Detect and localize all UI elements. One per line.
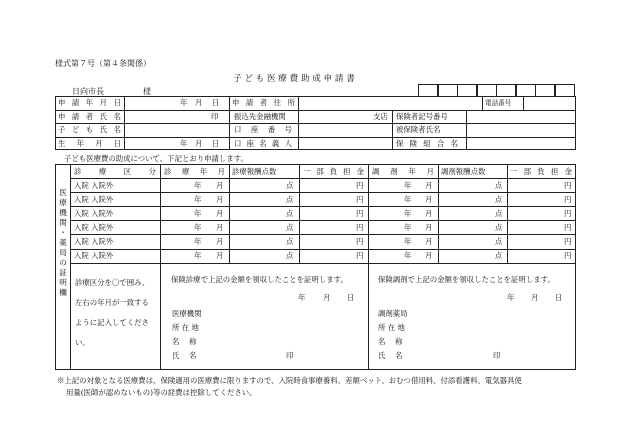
phone-label: 電話番号 — [485, 99, 512, 107]
header-treatment-month: 診 療 年 月 — [164, 166, 225, 176]
row-medical-copay: 円 — [356, 194, 364, 204]
branch-label: 支店 — [373, 111, 388, 121]
row-dispensing-year: 年 — [404, 251, 412, 261]
pharmacy-cert-person: 氏 名 — [378, 351, 403, 360]
row-dispensing-points: 点 — [495, 194, 503, 204]
row-treatment-points: 点 — [286, 251, 294, 261]
row-treatment-category: 入院 入院外 — [74, 194, 114, 204]
row-treatment-year: 年 — [194, 208, 202, 218]
row-pharmacy-copay: 円 — [564, 222, 572, 232]
header-copay-medical: 一 部 負 担 金 — [303, 166, 364, 176]
row-pharmacy-copay: 円 — [564, 208, 572, 218]
header-treatment-category: 診 療 区 分 — [74, 166, 156, 176]
row-treatment-year: 年 — [194, 251, 202, 261]
row-medical-copay: 円 — [356, 180, 364, 190]
medical-cert-person: 氏 名 — [172, 351, 197, 360]
birth-month: 月 — [195, 138, 203, 148]
row-treatment-category: 入院 入院外 — [74, 237, 114, 246]
row-dispensing-points: 点 — [495, 237, 503, 246]
row-treatment-points: 点 — [286, 222, 294, 232]
insured-name-label: 被保険者氏名 — [396, 125, 441, 134]
row-treatment-points: 点 — [286, 237, 294, 246]
medical-cert-day: 日 — [347, 293, 355, 302]
row-treatment-month: 月 — [216, 222, 224, 232]
row-treatment-month: 月 — [216, 237, 224, 246]
row-dispensing-year: 年 — [404, 194, 412, 204]
birth-year: 年 — [180, 138, 188, 148]
footnote-line-1: ※上記の対象となる医療費は、保険適用の医療費に限りますので、入院時食事療養料、差額ベット、おむつ借用料、付添看護料、電気器具使 — [57, 376, 522, 385]
row-treatment-month: 月 — [216, 180, 224, 190]
pharmacy-cert-seal: 印 — [493, 351, 501, 360]
row-dispensing-month: 月 — [425, 194, 433, 204]
row-medical-copay: 円 — [356, 251, 364, 261]
addressee: 日向市長 — [72, 87, 104, 96]
row-treatment-month: 月 — [216, 194, 224, 204]
header-copay-pharmacy: 一 部 負 担 金 — [510, 166, 572, 176]
row-pharmacy-copay: 円 — [564, 251, 572, 261]
row-dispensing-points: 点 — [495, 251, 503, 261]
header-dispensing-points: 調剤報酬点数 — [441, 166, 486, 176]
row-dispensing-month: 月 — [425, 237, 433, 246]
medical-cert-seal: 印 — [286, 351, 294, 360]
apply-date-label: 申 請 年 月 日 — [58, 98, 121, 107]
pharmacy-cert-day: 日 — [555, 293, 563, 302]
account-holder-label: 口 座 名 義 人 — [234, 138, 292, 148]
row-treatment-year: 年 — [194, 180, 202, 190]
header-treatment-points: 診療報酬点数 — [232, 166, 277, 176]
row-dispensing-year: 年 — [404, 237, 412, 246]
row-dispensing-month: 月 — [425, 222, 433, 232]
apply-month: 月 — [195, 98, 203, 107]
account-no-label: 口 座 番 号 — [234, 125, 292, 134]
medical-cert-year: 年 — [298, 293, 306, 302]
pharmacy-cert-org: 調剤薬局 — [378, 309, 408, 318]
row-dispensing-year: 年 — [404, 222, 412, 232]
header-dispensing-month: 調 剤 年 月 — [372, 166, 434, 176]
row-treatment-year: 年 — [194, 194, 202, 204]
row-treatment-year: 年 — [194, 237, 202, 246]
medical-cert-name: 名 称 — [172, 337, 197, 346]
footnote-line-2: 用量(医師が認めないもの)等の経費は控除してください。 — [66, 388, 257, 397]
row-treatment-points: 点 — [286, 194, 294, 204]
pharmacy-cert-statement: 保険調剤で上記の金額を領収したことを証明します。 — [378, 275, 555, 284]
row-treatment-points: 点 — [286, 208, 294, 218]
pharmacy-cert-month: 月 — [531, 293, 539, 302]
intro-text: 子ども医療費の助成について、下記とおり申請します。 — [64, 154, 248, 163]
row-treatment-category: 入院 入院外 — [74, 208, 114, 218]
row-dispensing-points: 点 — [495, 222, 503, 232]
pharmacy-cert-name: 名 称 — [378, 337, 403, 346]
row-pharmacy-copay: 円 — [564, 194, 572, 204]
certification-side-label: 医 療 機 関 ・ 薬 局 の 証 明 欄 — [59, 188, 67, 298]
medical-cert-location: 所 在 地 — [172, 323, 199, 332]
medical-cert-org: 医療機関 — [172, 309, 202, 318]
addressee-suffix: 様 — [143, 87, 151, 96]
instruction-line: 左右の年月が一致する — [75, 298, 149, 307]
row-treatment-category: 入院 入院外 — [74, 180, 114, 190]
child-name-label: 子 ど も 氏 名 — [58, 125, 121, 134]
medical-cert-month: 月 — [323, 293, 331, 302]
applicant-name-label: 申 請 者 氏 名 — [58, 111, 121, 121]
row-dispensing-month: 月 — [425, 180, 433, 190]
row-dispensing-month: 月 — [425, 208, 433, 218]
row-pharmacy-copay: 円 — [564, 180, 572, 190]
birth-date-label: 生 年 月 日 — [58, 138, 121, 148]
instruction-line: ように記入してくださ — [75, 318, 149, 327]
pharmacy-cert-location: 所 在 地 — [378, 323, 405, 332]
instruction-line: い。 — [75, 338, 90, 347]
row-medical-copay: 円 — [356, 208, 364, 218]
applicant-seal: 印 — [211, 111, 219, 121]
row-dispensing-points: 点 — [495, 180, 503, 190]
instruction-line: 診療区分を〇で囲み、 — [75, 278, 150, 287]
form-number: 様式第７号（第４条関係） — [55, 59, 151, 68]
row-treatment-category: 入院 入院外 — [74, 222, 114, 232]
row-dispensing-points: 点 — [495, 208, 503, 218]
form-title: 子 ど も 医 療 費 助 成 申 請 書 — [233, 74, 355, 84]
medical-cert-statement: 保険診療で上記の金額を領収したことを証明します。 — [171, 275, 348, 284]
row-treatment-month: 月 — [216, 208, 224, 218]
row-dispensing-month: 月 — [425, 251, 433, 261]
row-medical-copay: 円 — [356, 237, 364, 246]
union-name-label: 保 険 組 合 名 — [396, 138, 458, 148]
apply-year: 年 — [180, 98, 188, 107]
row-treatment-month: 月 — [216, 251, 224, 261]
row-dispensing-year: 年 — [404, 180, 412, 190]
row-medical-copay: 円 — [356, 222, 364, 232]
birth-day: 日 — [212, 138, 220, 148]
apply-day: 日 — [212, 98, 220, 107]
applicant-address-label: 申 請 者 住 所 — [232, 98, 295, 107]
pharmacy-cert-year: 年 — [507, 293, 515, 302]
row-pharmacy-copay: 円 — [564, 237, 572, 246]
insurer-no-label: 保険者記号番号 — [396, 111, 448, 121]
row-treatment-category: 入院 入院外 — [74, 251, 114, 261]
row-treatment-year: 年 — [194, 222, 202, 232]
bank-label: 振込先金融機関 — [234, 111, 286, 121]
row-treatment-points: 点 — [286, 180, 294, 190]
row-dispensing-year: 年 — [404, 208, 412, 218]
